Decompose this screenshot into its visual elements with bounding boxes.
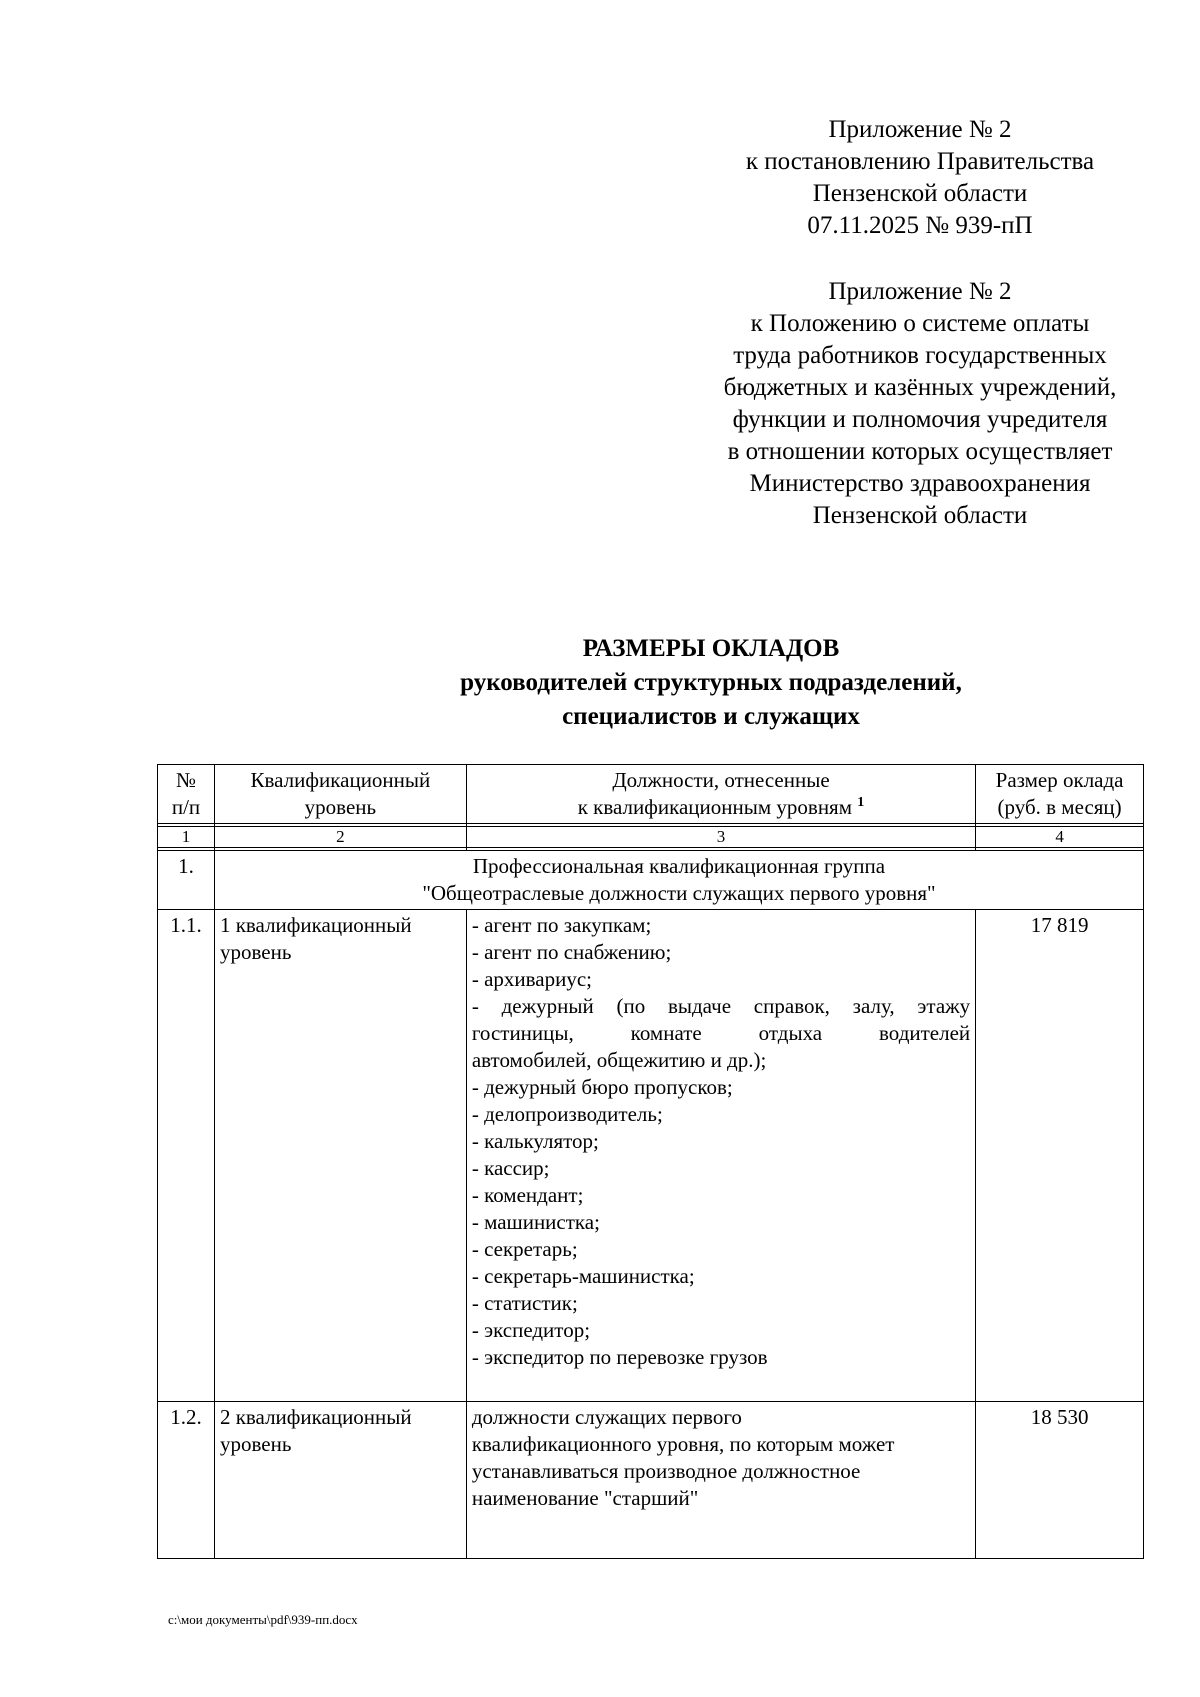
annex-regulation-line: бюджетных и казённых учреждений, — [723, 374, 1117, 401]
position-item: - экспедитор по перевозке грузов — [471, 1345, 768, 1369]
position-item: - комендант; — [471, 1183, 584, 1207]
position-item: наименование "старший" — [471, 1486, 699, 1510]
title-line-3: специалистов и служащих — [562, 703, 860, 730]
document-title — [0, 632, 1200, 734]
title-line-2: руководителей структурных подразделений, — [460, 669, 962, 696]
annex-regulation-line: функции и полномочия учредителя — [732, 406, 1108, 433]
header-salary: Размер оклада (руб. в месяц) — [976, 765, 1144, 824]
position-item: - секретарь; — [471, 1237, 578, 1261]
salary-table — [157, 764, 1144, 1559]
group-number: 1. — [158, 851, 215, 910]
header-number: № п/п — [158, 765, 215, 824]
position-item: автомобилей, общежитию и др.); — [471, 1048, 767, 1072]
row-number: 1.1. — [158, 910, 215, 1402]
position-item: гостиницы, комнате отдыха водителей — [471, 1021, 971, 1045]
position-item: - агент по закупкам; — [471, 913, 652, 937]
row-qualification-level: 1 квалификационный уровень — [214, 910, 466, 1402]
annex-regulation-line: Пензенской области — [812, 502, 1028, 529]
annex-regulation-line: в отношении которых осуществляет — [727, 438, 1113, 465]
annex-regulation-block — [690, 276, 1150, 532]
group-title: Профессиональная квалификационная группа "Общеотраслевые должности служащих первого уровня" — [214, 851, 1143, 910]
header-positions: Должности, отнесенные к квалификационным уровням $^1$ — [466, 765, 975, 824]
row-qualification-level: 2 квалификационный уровень — [214, 1402, 466, 1559]
column-number: 3 — [466, 827, 975, 848]
column-number: 2 — [214, 827, 466, 848]
annex-regulation-line: Приложение № 2 — [828, 278, 1012, 305]
header-qualification-level: Квалификационный уровень — [214, 765, 466, 824]
header-positions-line2: к квалификационным уровням — [577, 795, 853, 819]
position-item: должности служащих первого — [471, 1405, 742, 1429]
position-item: устанавливаться производное должностное — [471, 1459, 861, 1483]
position-item: - делопроизводитель; — [471, 1102, 663, 1126]
position-item: - дежурный бюро пропусков; — [471, 1075, 733, 1099]
position-item: - агент по снабжению; — [471, 940, 672, 964]
position-item: - экспедитор; — [471, 1318, 591, 1342]
column-number: 4 — [976, 827, 1144, 848]
annex-regulation-line: Министерство здравоохранения — [749, 470, 1091, 497]
annex-resolution-date-number: 07.11.2025 № 939-пП — [807, 212, 1033, 239]
annex-resolution-block — [690, 114, 1150, 242]
position-item: - калькулятор; — [471, 1129, 599, 1153]
annex-resolution-line: Пензенской области — [812, 180, 1028, 207]
annex-regulation-line: труда работников государственных — [733, 342, 1107, 369]
column-number-row — [158, 827, 1144, 848]
position-item: квалификационного уровня, по которым может — [471, 1432, 895, 1456]
position-item: - секретарь-машинистка; — [471, 1264, 695, 1288]
annex-resolution-line: Приложение № 2 — [828, 116, 1012, 143]
group-row — [158, 851, 1144, 910]
footnote-marker: 1 — [857, 795, 865, 810]
column-number: 1 — [158, 827, 215, 848]
position-item: - дежурный (по выдаче справок, залу, этажу — [471, 994, 971, 1018]
position-item: - архивариус; — [471, 967, 592, 991]
row-number: 1.2. — [158, 1402, 215, 1559]
table-row — [158, 910, 1144, 1402]
footer-file-path: c:\мои документы\pdf\939-пп.docx — [168, 1612, 358, 1627]
annex-regulation-line: к Положению о системе оплаты — [750, 310, 1090, 337]
position-item: - машинистка; — [471, 1210, 600, 1234]
row-positions — [466, 910, 975, 1402]
title-line-1: РАЗМЕРЫ ОКЛАДОВ — [582, 635, 840, 662]
row-positions — [466, 1402, 975, 1559]
table-header-row — [158, 765, 1144, 824]
position-item: - кассир; — [471, 1156, 550, 1180]
row-salary: 18 530 — [976, 1402, 1144, 1559]
table-row — [158, 1402, 1144, 1559]
row-salary: 17 819 — [976, 910, 1144, 1402]
position-item: - статистик; — [471, 1291, 578, 1315]
annex-resolution-line: к постановлению Правительства — [745, 148, 1095, 175]
